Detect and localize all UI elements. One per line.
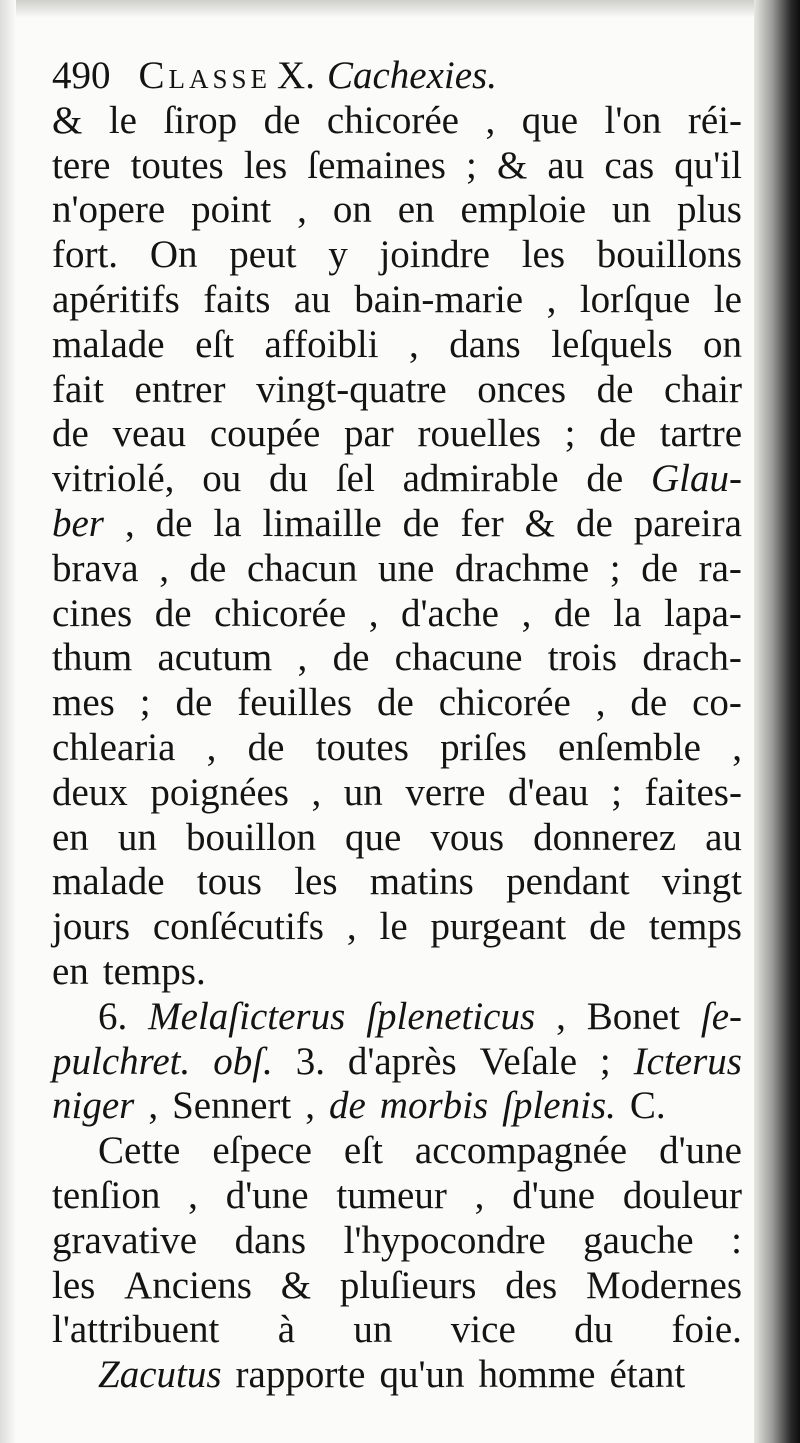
word: ſe- <box>700 994 742 1038</box>
text-line <box>52 144 742 189</box>
word: au <box>293 277 331 321</box>
text-line <box>52 188 742 233</box>
word: ; <box>609 546 621 590</box>
word: , <box>305 1084 315 1128</box>
page-text <box>52 54 742 1398</box>
word: vice <box>450 1308 516 1352</box>
word: l'on <box>604 98 662 142</box>
text-line <box>52 1174 742 1219</box>
word: pareira <box>633 501 742 545</box>
word: de <box>52 412 89 456</box>
word: enſemble <box>558 725 701 769</box>
word: ; <box>599 1039 611 1083</box>
word: d'une <box>512 1173 596 1217</box>
word: homme <box>478 1353 596 1397</box>
word: , <box>297 188 307 232</box>
word: drachme <box>454 546 590 590</box>
word: Cette <box>98 1129 181 1173</box>
word: temps. <box>102 949 206 993</box>
text-line <box>52 681 742 726</box>
word: 3. <box>295 1039 325 1083</box>
running-title: Cachexies. <box>326 54 497 97</box>
word: ſemaines <box>307 143 446 187</box>
word: d'une <box>659 1129 742 1173</box>
word: de <box>376 681 414 725</box>
word: de <box>154 591 192 635</box>
word: qu'il <box>674 143 742 187</box>
word: n'opere <box>52 188 166 232</box>
text-line <box>52 1264 742 1309</box>
word: qu'un <box>379 1353 465 1397</box>
text-line <box>52 636 742 681</box>
word: drach- <box>642 636 742 680</box>
text-line <box>52 1084 742 1129</box>
text-line <box>52 323 742 368</box>
word: veau <box>112 412 187 456</box>
word: joindre <box>379 233 490 277</box>
word: thum <box>52 636 133 680</box>
word: un <box>343 770 383 814</box>
text-line <box>52 1219 742 1264</box>
word: d'eau <box>507 770 589 814</box>
word: & <box>496 143 528 187</box>
word: de <box>641 546 678 590</box>
text-line <box>52 99 742 144</box>
word: vingt-quatre <box>256 367 447 411</box>
word: : <box>731 1218 742 1262</box>
word: , <box>311 770 322 814</box>
word: co- <box>692 681 742 725</box>
text-line <box>52 368 742 413</box>
word: chacun <box>246 546 358 590</box>
word: niger <box>52 1084 135 1128</box>
word: Icterus <box>633 1039 742 1083</box>
word: ra- <box>698 546 742 590</box>
word: bain-marie <box>354 277 524 321</box>
word: lorſque <box>579 277 691 321</box>
word: malade <box>52 322 165 366</box>
word: & <box>280 1263 312 1307</box>
word: au <box>705 815 742 859</box>
word: , <box>556 994 566 1038</box>
word: Anciens <box>124 1263 252 1307</box>
word: gauche <box>583 1218 694 1262</box>
word: cas <box>604 143 655 187</box>
word: d'ache <box>401 591 499 635</box>
word: faites- <box>644 770 742 814</box>
word: que <box>345 815 402 859</box>
word: de <box>332 636 370 680</box>
word: donnerez <box>533 815 677 859</box>
word: , <box>368 591 379 635</box>
word: réi- <box>687 98 742 142</box>
word: purgeant <box>430 905 567 949</box>
word: on <box>702 322 742 366</box>
word: fer <box>460 501 504 545</box>
word: malade <box>52 860 165 904</box>
word: rouelles <box>417 412 541 456</box>
word: de <box>155 501 193 545</box>
word: leſquels <box>551 322 673 366</box>
word: chlearia <box>52 725 176 769</box>
word: d'une <box>225 1173 309 1217</box>
word: le <box>713 277 742 321</box>
word: , <box>346 905 357 949</box>
word: fait <box>52 367 104 411</box>
word: point <box>191 188 272 232</box>
word: le <box>379 905 408 949</box>
word: les <box>521 233 566 277</box>
word: d'après <box>347 1039 457 1083</box>
text-line <box>52 1040 742 1085</box>
word: priſes <box>440 725 527 769</box>
word: , <box>409 322 419 366</box>
word: entrer <box>134 367 226 411</box>
word: y <box>328 233 348 277</box>
word: Melaſicterus <box>148 994 346 1038</box>
word: mes <box>52 681 115 725</box>
word: limaille <box>262 501 382 545</box>
class-label: Classe <box>138 54 272 97</box>
word: bouillon <box>185 815 316 859</box>
running-header <box>52 54 742 99</box>
word: que <box>521 98 579 142</box>
word: tartre <box>659 412 742 456</box>
word: & <box>52 98 83 142</box>
word: obſ. <box>213 1039 273 1083</box>
word: toutes <box>315 725 409 769</box>
word: de <box>263 98 301 142</box>
text-line <box>52 816 742 861</box>
word: les <box>294 860 338 904</box>
word: peut <box>229 233 297 277</box>
text-line <box>52 547 742 592</box>
word: brava <box>52 546 139 590</box>
word: par <box>343 412 394 456</box>
word: de <box>553 591 591 635</box>
word: Bonet <box>586 994 680 1038</box>
word: tere <box>52 143 111 187</box>
word: vous <box>430 815 505 859</box>
word: tous <box>196 860 262 904</box>
word: matins <box>369 860 474 904</box>
word: faits <box>203 277 271 321</box>
word: en <box>52 949 89 993</box>
word: , <box>124 501 135 545</box>
text-line <box>52 1129 742 1174</box>
word: , <box>732 725 742 769</box>
text-line <box>52 278 742 323</box>
word: chicorée <box>326 98 459 142</box>
word: fort. <box>52 233 119 277</box>
word: , <box>148 1084 159 1128</box>
word: la <box>213 501 242 545</box>
word: 6. <box>98 994 128 1038</box>
text-line <box>52 457 742 502</box>
text-line <box>52 412 742 457</box>
text-line <box>52 592 742 637</box>
word: dans <box>449 322 521 366</box>
word: pluſieurs <box>339 1263 477 1307</box>
word: la <box>613 591 642 635</box>
word: eſt <box>343 1129 383 1173</box>
word: de <box>189 546 227 590</box>
word: , <box>474 1173 485 1217</box>
word: ſel <box>335 457 375 501</box>
word: bouillons <box>596 233 742 277</box>
word: un <box>117 815 157 859</box>
word: trois <box>547 636 618 680</box>
scan-edge-left <box>0 0 16 1443</box>
text-line <box>52 995 742 1040</box>
word: , <box>188 1173 198 1217</box>
word: les <box>243 143 288 187</box>
word: tenſion <box>52 1173 161 1217</box>
word: toutes <box>130 143 224 187</box>
word: dans <box>234 1218 307 1262</box>
word: ber <box>52 501 104 545</box>
word: & <box>524 501 555 545</box>
word: de <box>247 725 285 769</box>
word: deux <box>52 770 128 814</box>
word: de <box>630 681 668 725</box>
word: de <box>402 501 440 545</box>
word: , <box>297 636 308 680</box>
word: Sennert <box>172 1084 292 1128</box>
word: l'attribuent <box>52 1308 220 1352</box>
word: Veſale <box>479 1039 578 1083</box>
word: conſécutifs <box>152 905 324 949</box>
word: ; <box>564 412 576 456</box>
text-line <box>52 1353 742 1398</box>
word: ; <box>466 143 477 187</box>
book-binding-shadow <box>754 0 800 1443</box>
word: jours <box>52 905 130 949</box>
text-line <box>52 233 742 278</box>
word: en <box>397 188 435 232</box>
word: ; <box>139 681 151 725</box>
word: foie. <box>671 1308 742 1352</box>
word: l'hypocondre <box>343 1218 546 1262</box>
word: ſirop <box>163 98 238 142</box>
page-number: 490 <box>52 54 111 97</box>
word: gravative <box>52 1218 198 1262</box>
word: chacune <box>394 636 523 680</box>
word: des <box>505 1263 558 1307</box>
word: du <box>269 457 309 501</box>
word: Glau- <box>651 457 742 501</box>
word: ſpleneticus <box>366 994 536 1038</box>
word: ou <box>202 457 242 501</box>
body-text <box>52 99 742 1398</box>
text-line <box>52 502 742 547</box>
word: accompagnée <box>414 1129 628 1173</box>
word: vitriolé, <box>52 457 175 501</box>
word: C. <box>629 1084 666 1128</box>
word: vingt <box>661 860 742 904</box>
word: temps <box>648 905 742 949</box>
word: un <box>612 188 652 232</box>
word: onces <box>477 367 567 411</box>
word: , <box>159 546 169 590</box>
word: les <box>52 1263 96 1307</box>
word: de <box>586 457 624 501</box>
text-line <box>52 860 742 905</box>
word: au <box>547 143 585 187</box>
word: apéritifs <box>52 277 180 321</box>
word: de <box>599 412 637 456</box>
text-line <box>52 950 742 995</box>
word: eſt <box>195 322 235 366</box>
text-line <box>52 905 742 950</box>
text-line <box>52 726 742 771</box>
word: lapa- <box>663 591 742 635</box>
class-number: X. <box>277 54 315 97</box>
word: chicorée <box>438 681 571 725</box>
word: un <box>353 1308 393 1352</box>
word: emploie <box>460 188 587 232</box>
word: eſpece <box>212 1129 312 1173</box>
word: admirable <box>402 457 559 501</box>
word: en <box>52 815 89 859</box>
word: étant <box>609 1353 686 1397</box>
word: tumeur <box>336 1173 447 1217</box>
word: pendant <box>506 860 630 904</box>
word: Zacutus <box>98 1353 222 1397</box>
word: plus <box>676 188 742 232</box>
word: affoibli <box>264 322 379 366</box>
word: chicorée <box>214 591 347 635</box>
word: morbis <box>379 1084 489 1128</box>
word: douleur <box>622 1173 742 1217</box>
word: le <box>108 98 137 142</box>
word: pulchret. <box>52 1039 191 1083</box>
word: coupée <box>209 412 321 456</box>
word: de <box>328 1084 366 1128</box>
word: acutum <box>157 636 273 680</box>
text-line <box>52 771 742 816</box>
word: de <box>596 367 634 411</box>
word: ſplenis. <box>502 1084 616 1128</box>
word: de <box>575 501 613 545</box>
word: chair <box>664 367 742 411</box>
word: à <box>277 1308 296 1352</box>
word: On <box>149 233 198 277</box>
word: , <box>206 725 217 769</box>
text-line <box>52 1308 742 1353</box>
word: Modernes <box>586 1263 742 1307</box>
word: on <box>332 188 372 232</box>
word: , <box>595 681 606 725</box>
word: ; <box>611 770 622 814</box>
word: du <box>574 1308 614 1352</box>
word: , <box>521 591 532 635</box>
word: de <box>589 905 626 949</box>
word: une <box>377 546 435 590</box>
word: verre <box>405 770 486 814</box>
word: poignées <box>150 770 289 814</box>
scan-edge-top <box>0 0 800 18</box>
word: , <box>546 277 557 321</box>
word: cines <box>52 591 133 635</box>
word: rapporte <box>235 1353 366 1397</box>
word: feuilles <box>237 681 353 725</box>
word: de <box>175 681 213 725</box>
word: , <box>485 98 496 142</box>
